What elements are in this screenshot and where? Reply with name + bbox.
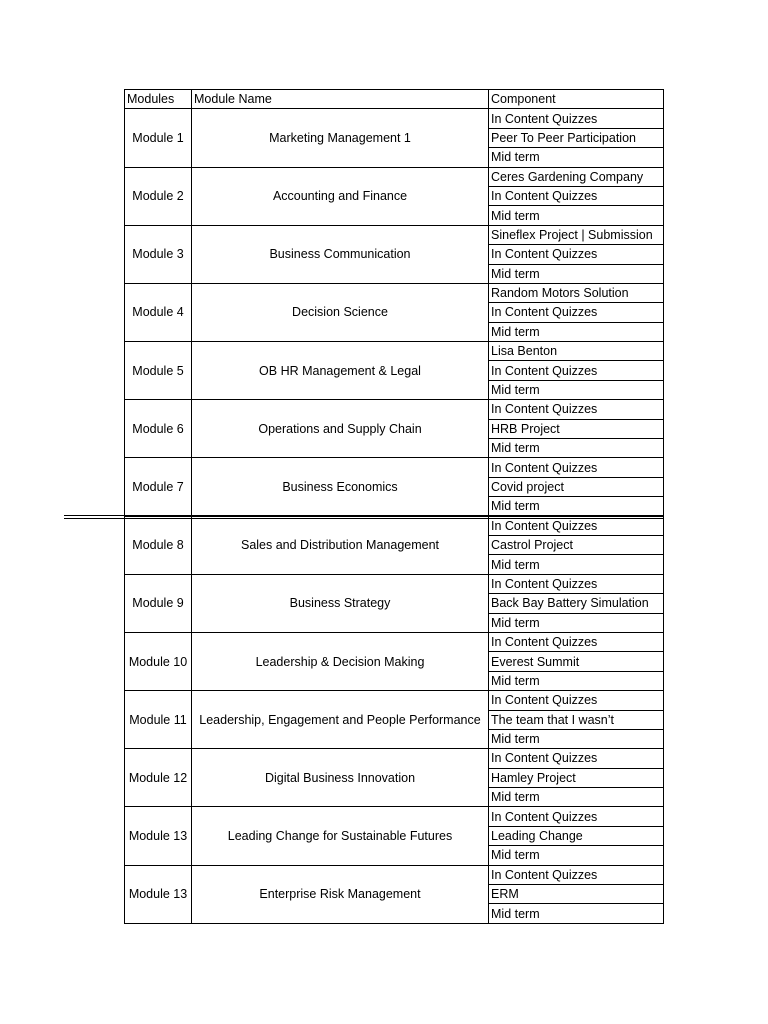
- component-cell: In Content Quizzes: [489, 574, 664, 593]
- modules-table: [124, 89, 664, 924]
- module-name-cell: Leadership & Decision Making: [192, 632, 489, 690]
- component-cell: Mid term: [489, 555, 664, 574]
- component-cell: Mid term: [489, 264, 664, 283]
- module-number-cell: Module 2: [125, 167, 192, 225]
- module-name-cell: Enterprise Risk Management: [192, 865, 489, 923]
- module-name-cell: Business Economics: [192, 458, 489, 516]
- component-cell: Mid term: [489, 613, 664, 632]
- component-cell: HRB Project: [489, 419, 664, 438]
- component-cell: In Content Quizzes: [489, 865, 664, 884]
- module-number-cell: Module 13: [125, 865, 192, 923]
- module-number-cell: Module 9: [125, 574, 192, 632]
- table-row: [125, 632, 664, 651]
- component-cell: Mid term: [489, 497, 664, 516]
- component-cell: Mid term: [489, 904, 664, 923]
- component-cell: Covid project: [489, 477, 664, 496]
- module-number-cell: Module 10: [125, 632, 192, 690]
- component-cell: In Content Quizzes: [489, 303, 664, 322]
- module-number-cell: Module 7: [125, 458, 192, 516]
- component-cell: ERM: [489, 885, 664, 904]
- module-name-cell: Marketing Management 1: [192, 109, 489, 167]
- table-row: [125, 574, 664, 593]
- table-row: [125, 225, 664, 244]
- module-name-cell: Accounting and Finance: [192, 167, 489, 225]
- component-cell: Ceres Gardening Company: [489, 167, 664, 186]
- module-number-cell: Module 1: [125, 109, 192, 167]
- component-cell: In Content Quizzes: [489, 807, 664, 826]
- table-row: [125, 749, 664, 768]
- module-name-cell: Decision Science: [192, 283, 489, 341]
- module-number-cell: Module 12: [125, 749, 192, 807]
- component-cell: The team that I wasn’t: [489, 710, 664, 729]
- header-component: Component: [489, 90, 664, 109]
- module-name-cell: Business Communication: [192, 225, 489, 283]
- component-cell: Hamley Project: [489, 768, 664, 787]
- component-cell: Peer To Peer Participation: [489, 128, 664, 147]
- header-modules: Modules: [125, 90, 192, 109]
- table-row: [125, 109, 664, 128]
- component-cell: Everest Summit: [489, 652, 664, 671]
- component-cell: In Content Quizzes: [489, 245, 664, 264]
- module-name-cell: Operations and Supply Chain: [192, 400, 489, 458]
- table-row: [125, 400, 664, 419]
- component-cell: Mid term: [489, 148, 664, 167]
- component-cell: In Content Quizzes: [489, 186, 664, 205]
- table-row: [125, 807, 664, 826]
- table-row: [125, 691, 664, 710]
- component-cell: In Content Quizzes: [489, 458, 664, 477]
- component-cell: Mid term: [489, 729, 664, 748]
- table-row: [125, 865, 664, 884]
- module-name-cell: Leading Change for Sustainable Futures: [192, 807, 489, 865]
- component-cell: In Content Quizzes: [489, 361, 664, 380]
- module-name-cell: Business Strategy: [192, 574, 489, 632]
- module-number-cell: Module 6: [125, 400, 192, 458]
- module-number-cell: Module 4: [125, 283, 192, 341]
- module-name-cell: Leadership, Engagement and People Performance: [192, 691, 489, 749]
- component-cell: Mid term: [489, 788, 664, 807]
- module-number-cell: Module 13: [125, 807, 192, 865]
- table-row: [125, 283, 664, 302]
- component-cell: Lisa Benton: [489, 342, 664, 361]
- component-cell: Back Bay Battery Simulation: [489, 594, 664, 613]
- table-row: [125, 458, 664, 477]
- component-cell: Mid term: [489, 439, 664, 458]
- header-row: [125, 90, 664, 109]
- component-cell: Mid term: [489, 846, 664, 865]
- component-cell: In Content Quizzes: [489, 691, 664, 710]
- component-cell: In Content Quizzes: [489, 109, 664, 128]
- component-cell: Castrol Project: [489, 535, 664, 554]
- module-number-cell: Module 5: [125, 342, 192, 400]
- table-row: [125, 342, 664, 361]
- component-cell: In Content Quizzes: [489, 632, 664, 651]
- component-cell: In Content Quizzes: [489, 749, 664, 768]
- module-number-cell: Module 8: [125, 516, 192, 574]
- component-cell: Sineflex Project | Submission: [489, 225, 664, 244]
- module-name-cell: Digital Business Innovation: [192, 749, 489, 807]
- table-row: [125, 167, 664, 186]
- component-cell: Mid term: [489, 380, 664, 399]
- module-number-cell: Module 3: [125, 225, 192, 283]
- table-row: [125, 516, 664, 535]
- header-module-name: Module Name: [192, 90, 489, 109]
- component-cell: Mid term: [489, 322, 664, 341]
- component-cell: Mid term: [489, 206, 664, 225]
- module-number-cell: Module 11: [125, 691, 192, 749]
- component-cell: Random Motors Solution: [489, 283, 664, 302]
- component-cell: In Content Quizzes: [489, 516, 664, 535]
- component-cell: Leading Change: [489, 826, 664, 845]
- module-name-cell: Sales and Distribution Management: [192, 516, 489, 574]
- module-name-cell: OB HR Management & Legal: [192, 342, 489, 400]
- component-cell: In Content Quizzes: [489, 400, 664, 419]
- component-cell: Mid term: [489, 671, 664, 690]
